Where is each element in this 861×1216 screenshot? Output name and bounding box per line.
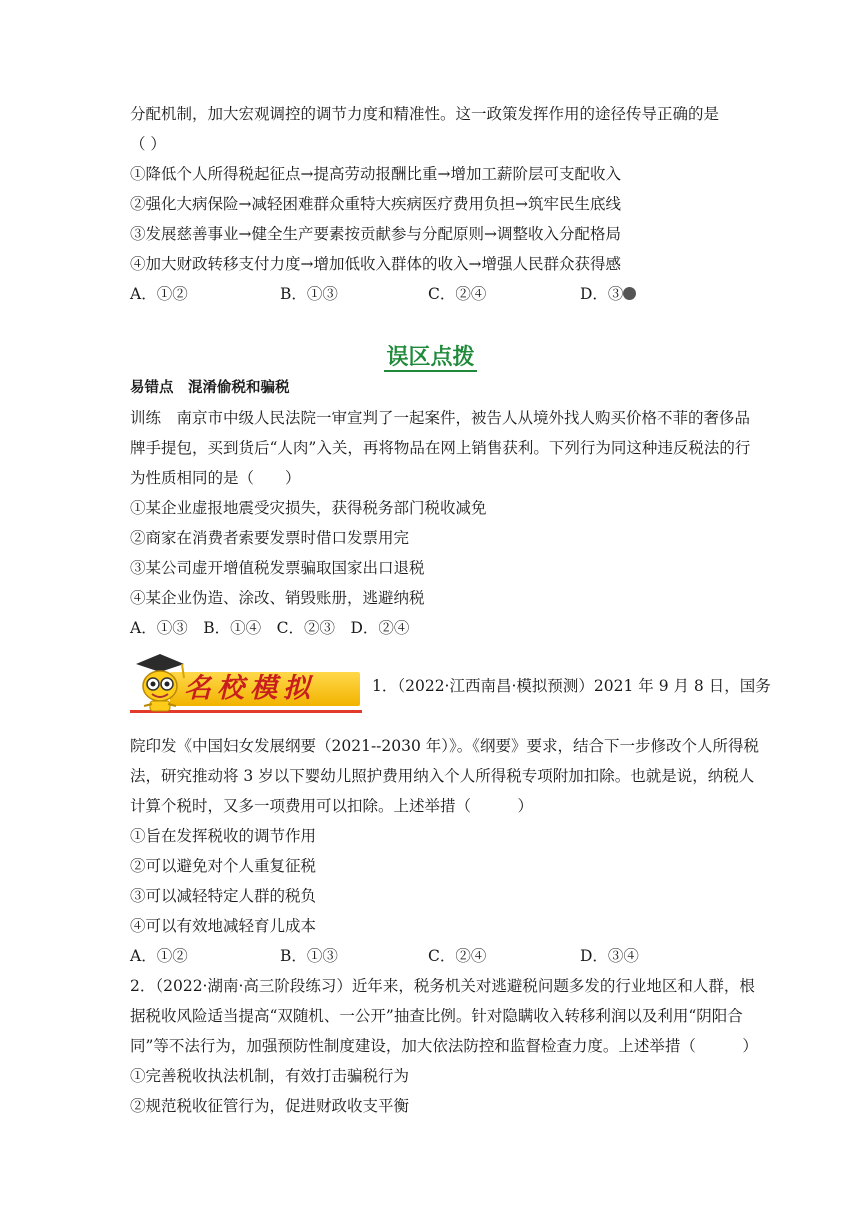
question-text-line: 院印发《中国妇女发展纲要（2021--2030 年）》。《纲要》要求，结合下一步修改个人所得税 [130,737,760,755]
choice-item: ③可以减轻特定人群的税负 [130,887,317,905]
question-text-line: 法，研究推动将 3 岁以下婴幼儿照护费用纳入个人所得税专项附加扣除。也就是说，纳税人 [130,767,755,785]
mock-exam-banner [130,650,362,716]
question-text-line: 据税收风险适当提高“双随机、一公开”抽查比例。针对隐瞒收入转移利润以及利用“阴阳合 [130,1007,743,1025]
choice-item: ①某企业虚报地震受灾损失，获得税务部门税收减免 [130,499,487,517]
choice-item: ②强化大病保险→减轻困难群众重特大疾病医疗费用负担→筑牢民生底线 [130,195,621,213]
option-d: D．③ [580,284,636,304]
choice-item: ③发展慈善事业→健全生产要素按贡献参与分配原则→调整收入分配格局 [130,225,621,243]
choice-item: ①降低个人所得税起征点→提高劳动报酬比重→增加工薪阶层可支配收入 [130,165,621,183]
choice-item: ①旨在发挥税收的调节作用 [130,827,317,845]
option-c: C．②④ [428,947,487,965]
option-a: A．①② [130,947,188,965]
option-c: C．②④ [428,285,487,303]
question-text-line: 计算个税时，又多一项费用可以扣除。上述举措（ ） [130,797,534,815]
choice-item: ④加大财政转移支付力度→增加低收入群体的收入→增强人民群众获得感 [130,255,621,273]
choice-item: ④可以有效地减轻育儿成本 [130,917,317,935]
question-text-line: 为性质相同的是（ ） [130,469,301,487]
option-b: B．①③ [280,947,338,965]
choice-item: ②规范税收征管行为，促进财政收支平衡 [130,1097,410,1115]
choice-item: ③某公司虚开增值税发票骗取国家出口退税 [130,559,425,577]
question-text-line: 2．（2022·湖南·高三阶段练习）近年来，税务机关对逃避税问题多发的行业地区和人群，根 [130,977,755,995]
choice-item: ②可以避免对个人重复征税 [130,857,317,875]
choice-item: ①完善税收执法机制，有效打击骗税行为 [130,1067,410,1085]
ink-blot-icon [623,287,636,300]
option-a: A．①② [130,285,188,303]
choice-item: ②商家在消费者索要发票时借口发票用完 [130,529,410,547]
question-text-line: 牌手提包，买到货后“人肉”入关，再将物品在网上销售获利。下列行为同这种违反税法的行 [130,439,751,457]
question-text-line: 1．（2022·江西南昌·模拟预测）2021 年 9 月 8 日，国务 [372,677,771,695]
question-text-line: 同”等不法行为，加强预防性制度建设，加大依法防控和监督检查力度。上述举措（ ） [130,1037,758,1055]
choice-item: ④某企业伪造、涂改、销毁账册，逃避纳税 [130,589,425,607]
banner-title: 名校模拟 [184,673,316,704]
graduate-mascot-icon [130,650,190,714]
section-title: 误区点拨 [386,345,475,370]
option-d: D．③④ [580,947,639,965]
option-b: B．①③ [280,285,338,303]
question-text-line: 训练 南京市中级人民法院一审宣判了一起案件，被告人从境外找人购买价格不菲的奢侈品 [130,409,751,427]
error-point-heading: 易错点 混淆偷税和骗税 [130,380,290,396]
answer-blank: （ ） [130,135,166,153]
answer-options: A．①③ B．①④ C．②③ D．②④ [130,619,410,637]
question-text-line: 分配机制，加大宏观调控的调节力度和精准性。这一政策发挥作用的途径传导正确的是 [130,105,720,123]
